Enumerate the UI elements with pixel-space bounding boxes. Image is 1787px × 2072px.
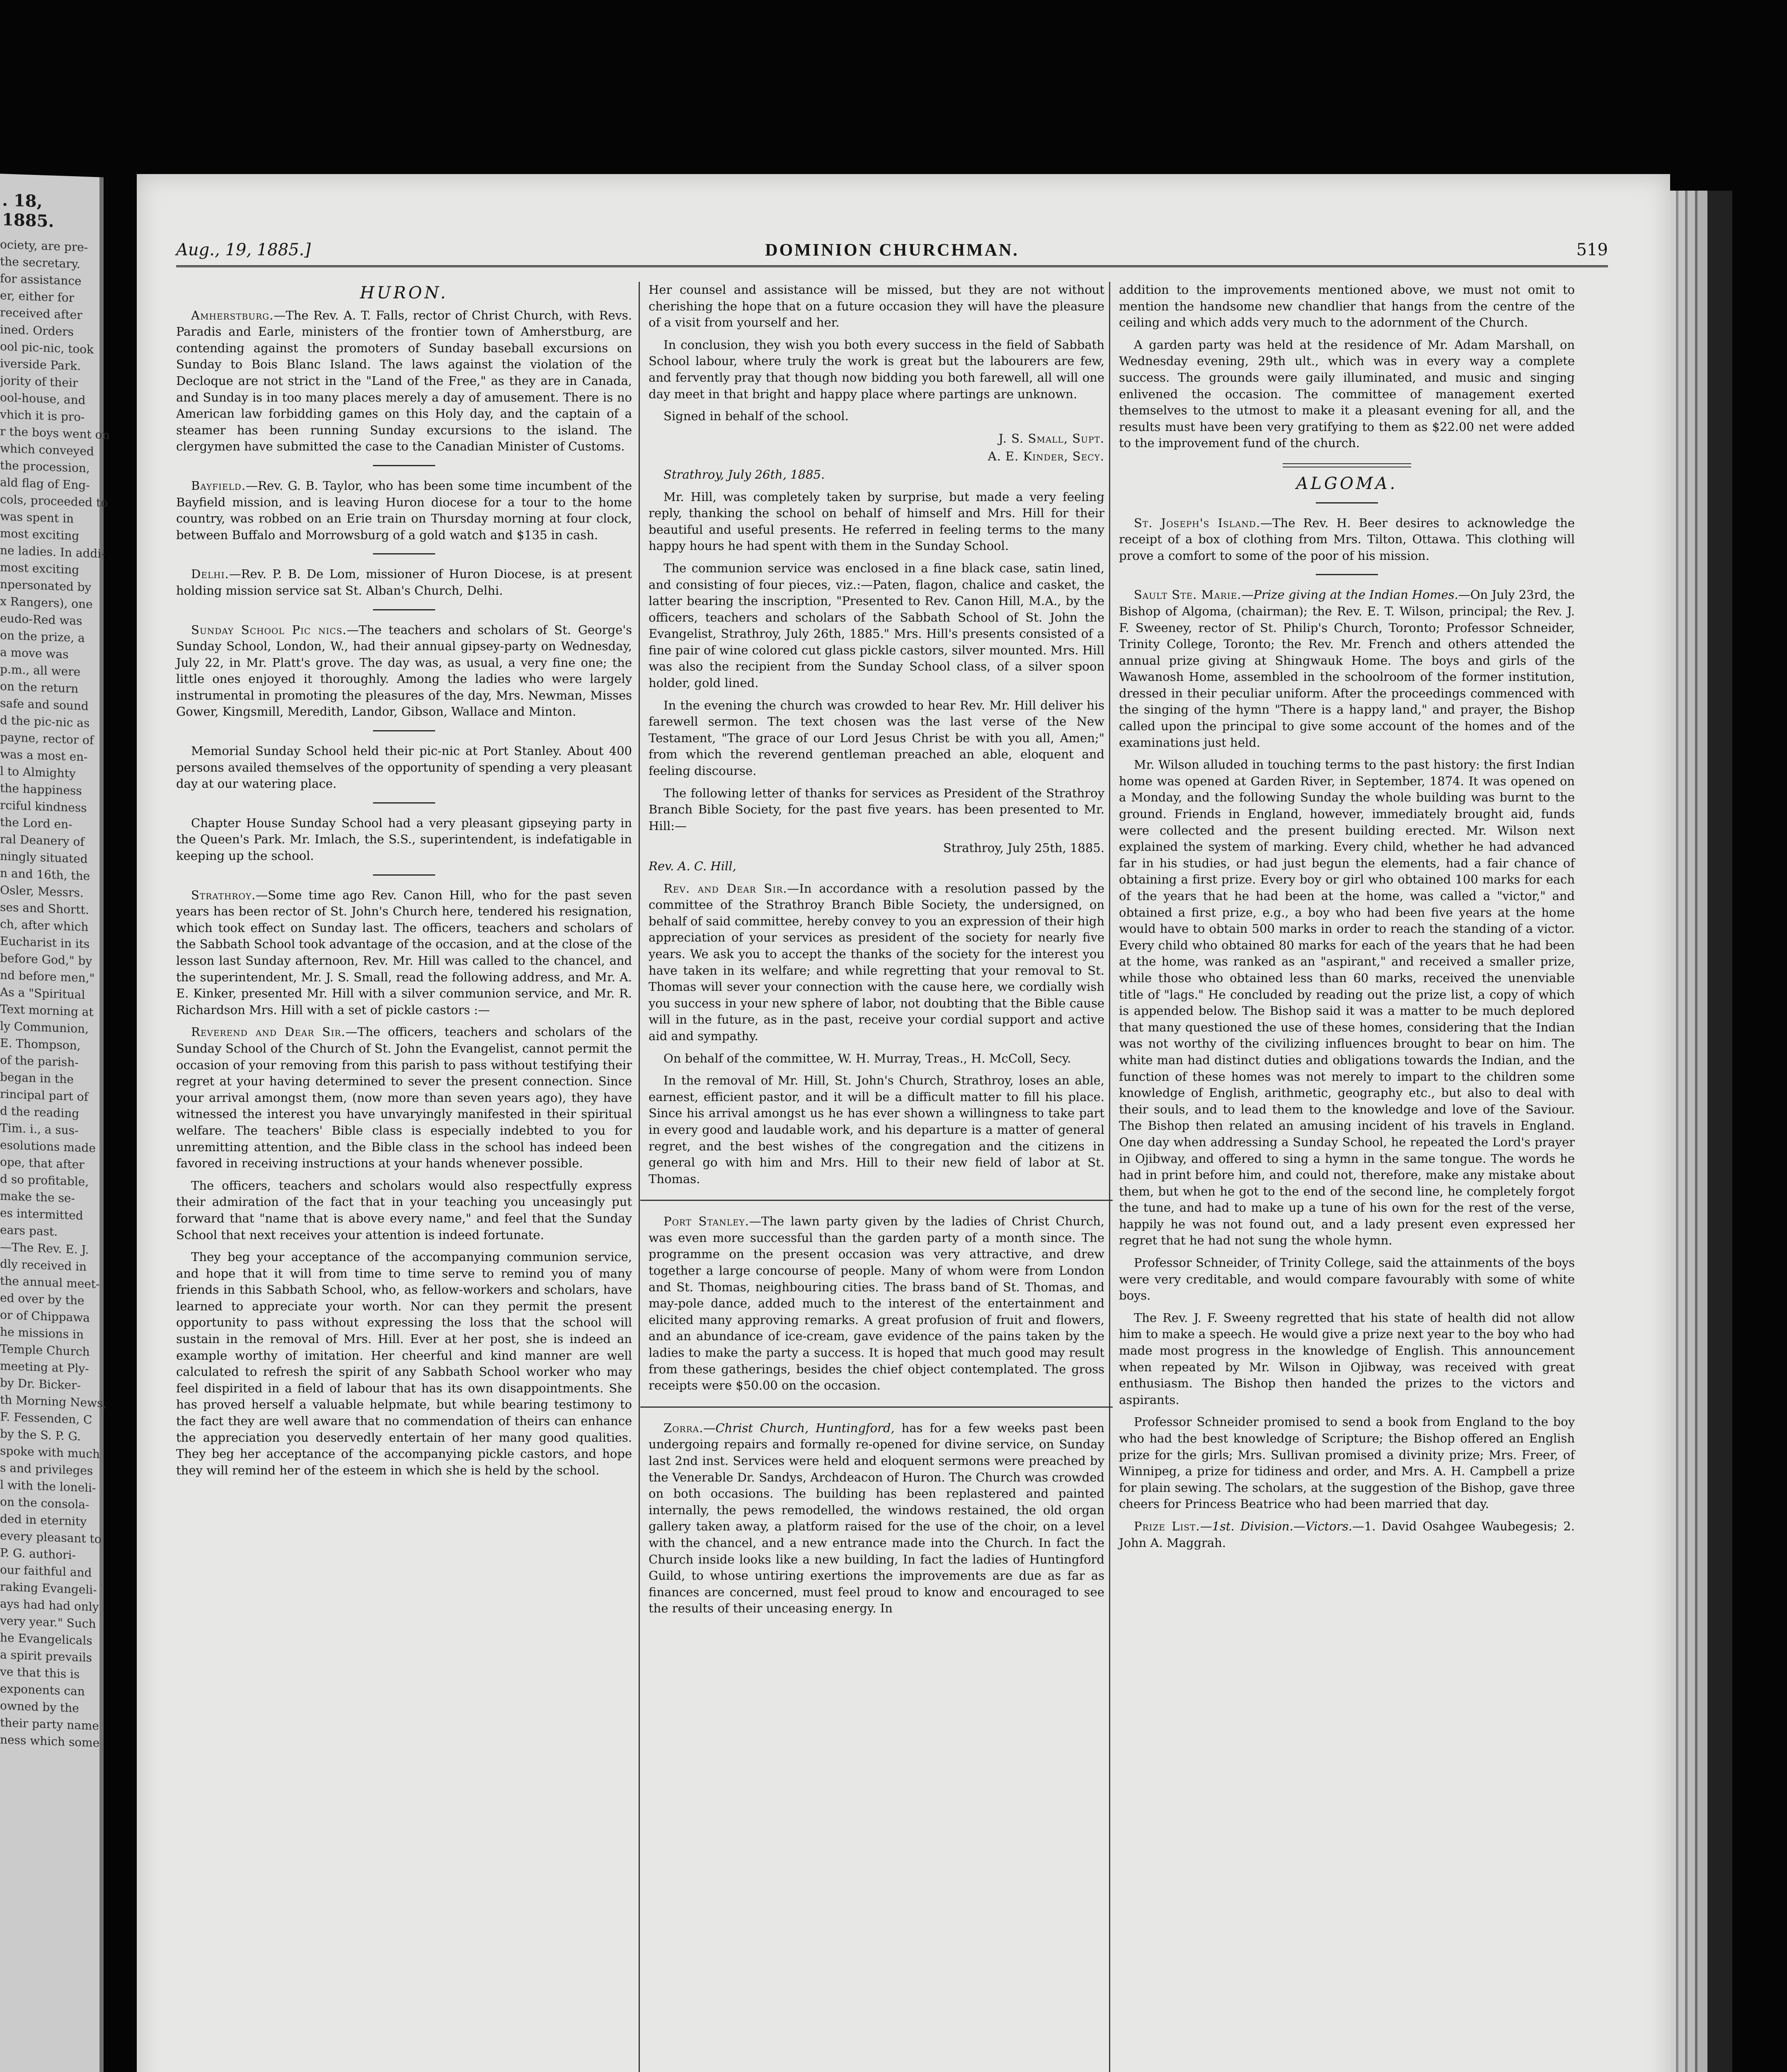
facing-page-line: received after — [0, 305, 82, 322]
facing-page-line: a spirit prevails — [0, 1648, 92, 1665]
article-memorial-picnic: Memorial Sunday School held their pic-nic at Port Stanley. About 400 persons availed themselves of the opportunity of spending a very pleasant day at our watering place. — [176, 744, 632, 791]
facing-page-line: raking Evangeli- — [0, 1580, 97, 1597]
column-rule — [1109, 282, 1110, 2072]
article-paragraph: The Rev. J. F. Sweeny regretted that his state of health did not allow him to make a speech. He would give a prize next year to the boy who had made most progress in the knowledge of English. This announcement when repeated by Mr. Wilson in Ojibway, was received with great enthusiasm. The Bishop then handed the prizes to the victors and aspirants. — [1119, 1310, 1575, 1407]
facing-page — [0, 171, 110, 2072]
article-paragraph: Mr. Wilson alluded in touching terms to the past history: the first Indian home was opened at Garden River, in September, 1874. It was opened on a Monday, and the following Sunday the whole building was burnt to the ground. Friends in England, however, immediately brought aid, funds were collected and the present building erected. Mr. Wilson next explained the system of marking. Every child, whether he had advanced far in his studies, or had just begun the elements, had a fair chance of obtaining a first prize. Every boy or girl who obtained 100 marks for each of the years that he had been at the home, was called a "victor," and obtained a first prize, e.g., a boy who had been five years at the home would have to obtain 500 marks in order to reach the standing of a victor. Every child who obtained 80 marks for each of the years that he had been at the home, was ranked as an "aspirant," and received a smaller prize, while those who obtained less than 60 marks, received the unenviable title of "lags." He concluded by reading out the prize list, a copy of which is appended below. The Bishop said it was a matter to be much deplored that many questioned the use of these homes, considering that the Indian was not worthy of the civilizing influences brought to bear on him. The white man had distinct duties and obligations towards the Indian, and the function of these homes was not merely to impart to the children some knowledge of English, arithmetic, geography etc., but also to deal with their souls, and to lead them to the knowledge and love of the Saviour. The Bishop then related an amusing incident of his travels in England. One day when addressing a Sunday School, he repeated the Lord's prayer in Ojibway, and offered to sing a hymn in the same tongue. The words he had in print before him, and could not, therefore, make any mistake about them, but when he got to the end of the second line, he completely forgot the tune, and had to make up a tune of his own for the rest of the verse, happily he was not found out, and a lady present even expressed her regret that he had not sung the whole hymn. — [1119, 758, 1575, 1248]
address-paragraph: They beg your acceptance of the accompanying communion service, and hope that it will from time to time serve to remind you of many friends in this Sabbath School, who, as fellow-workers and scholars, have learned to appreciate your worth. Nor can they permit the present opportunity to pass without expressing the loss that the school will sustain in the removal of Mrs. Hill. Ever at her post, she is indeed an example worthy of imitation. Her cheerful and kind manner are well calculated to refresh the spirit of any Sabbath School worker who may feel dispirited in a field of labour that has its own disappointments. She has proved herself a valuable helpmate, but while bearing testimony to the fact they are well aware that no commendation of theirs can enhance the appreciation you deservedly entertain of her many good qualities. They beg her acceptance of the accompanying pickle castors, and hope they will remind her of the esteem in which she is held by the school. — [176, 1250, 632, 1477]
separator — [373, 553, 435, 554]
letter-signoff: On behalf of the committee, W. H. Murray, Treas., H. McColl, Secy. — [663, 1051, 1071, 1065]
facing-page-line: he missions in — [0, 1325, 84, 1342]
facing-page-line: As a "Spiritual — [0, 985, 85, 1002]
separator — [1316, 574, 1378, 575]
separator — [373, 609, 435, 610]
facing-page-line: ool-house, and — [0, 390, 86, 407]
article-delhi: Delhi.—Rev. P. B. De Lom, missioner of Huron Diocese, is at present holding mission service sat St. Alban's Church, Delhi. — [176, 567, 632, 598]
dateline: Strathroy, July 26th, 1885. — [663, 467, 825, 482]
address-paragraph: Her counsel and assistance will be missed, but they are not without cherishing the hope that on a future occasion they will have the pleasure of a visit from yourself and her. — [649, 283, 1104, 330]
facing-page-line: l with the loneli- — [0, 1478, 96, 1495]
separator — [373, 730, 435, 731]
facing-page-line: owned by the — [0, 1699, 79, 1715]
facing-page-line: their party name — [0, 1716, 99, 1733]
facing-page-line: ve that this is — [0, 1665, 80, 1681]
facing-page-line: —The Rev. E. J. — [0, 1240, 89, 1257]
facing-page-line: ears past. — [0, 1223, 58, 1239]
facing-page-line: npersonated by — [0, 577, 92, 594]
facing-page-line: the secretary. — [0, 254, 80, 271]
article-paragraph: In the removal of Mr. Hill, St. John's Church, Strathroy, loses an able, earnest, efficient pastor, and it will be a difficult matter to fill his place. Since his arrival amongst us he has ever shown a willingness to take part in every good and laudable work, and his departure is a matter of general regret, and the best wishes of the congregation and the citizens in general go with him and Mrs. Hill to their new field of labor at St. Thomas. — [649, 1073, 1104, 1186]
facing-page-line: rciful kindness — [0, 798, 87, 815]
address-paragraph: The officers, teachers and scholars would also respectfully express their admiration of the fact that in your teaching you unceasingly put forward that "name that is above every name," and feel that the Sunday School that next receives your attention is indeed fortunate. — [176, 1178, 632, 1242]
facing-page-line: a move was — [0, 645, 69, 661]
facing-page-line: or of Chippawa — [0, 1308, 90, 1325]
facing-page-line: d the reading — [0, 1104, 80, 1121]
facing-page-line: Eucharist in its — [0, 934, 90, 951]
article-strathroy: Strathroy.—Some time ago Rev. Canon Hill, who for the past seven years has been rector of St. John's Church here, tendered his resignation, which took effect on Sunday last. The officers, teachers and scholars of the Sabbath School took advantage of the occasion, and at the close of the lesson last Sunday afternoon, Rev. Mr. Hill was called to the chancel, and the superintendent, Mr. J. S. Small, read the following address, and Mr. A. E. Kinker, presented Mr. Hill with a silver communion service, and Mr. R. Richardson Mrs. Hill with a set of pickle castors :— — [176, 888, 632, 1017]
facing-page-line: the procession, — [0, 458, 90, 475]
address-paragraph: Signed in behalf of the school. — [663, 409, 849, 424]
facing-page-line: es intermitted — [0, 1206, 83, 1223]
facing-page-date: . 18, 1885. — [2, 190, 54, 231]
facing-page-line: most exciting — [0, 526, 80, 543]
facing-page-line: ded in eternity — [0, 1512, 87, 1529]
facing-page-line: l to Almighty — [0, 764, 76, 781]
facing-page-line: d so profitable, — [0, 1172, 89, 1189]
facing-page-line: ined. Orders — [0, 322, 74, 339]
facing-page-line: was spent in — [0, 509, 74, 526]
facing-page-line: th Morning News, — [0, 1393, 107, 1411]
facing-page-line: by Dr. Bicker- — [0, 1376, 81, 1392]
facing-page-text — [0, 236, 110, 1751]
facing-page-line: ool pic-nic, took — [0, 339, 94, 357]
facing-page-line: ness which some — [0, 1733, 100, 1750]
article-paragraph: The following letter of thanks for services as President of the Strathroy Branch Bible Society, for the past five years. has been presented to Mr. Hill:— — [649, 786, 1104, 833]
separator — [640, 1200, 1113, 1201]
facing-page-line: exponents can — [0, 1682, 85, 1699]
section-heading-algoma: ALGOMA. — [1296, 474, 1398, 493]
facing-page-line: x Rangers), one — [0, 594, 93, 611]
facing-page-line: meeting at Ply- — [0, 1359, 89, 1376]
facing-page-line: r the boys went on — [0, 424, 110, 442]
article-zorra: Zorra.—Christ Church, Huntingford, has for a few weeks past been undergoing repairs and formally re-opened for divine service, on Sunday last 2nd inst. Services were held and eloquent sermons were preached by the Venerable Dr. Sandys, Archdeacon of Huron. The Church was crowded on both occasions. The building has been replastered and painted internally, the pews remodelled, the windows restained, the old organ gallery taken away, a platform raised for the use of the choir, on a level with the chancel, and a new entrance made into the Church. In fact the Church inside looks like a new building, In fact the ladies of Huntingford Guild, to whose untiring exertions the improvements are due as far as finances are concerned, must feel proud to know and encouraged to see the results of their unceasing energy. In — [649, 1421, 1104, 1616]
facing-page-line: by the S. P. G. — [0, 1427, 81, 1443]
facing-page-line: he Evangelicals — [0, 1631, 92, 1648]
article-paragraph: Mr. Hill, was completely taken by surprise, but made a very feeling reply, thanking the school on behalf of himself and Mrs. Hill for their beautiful and useful presents. He referred in feeling terms to the many happy hours he had spent with them in the Sunday School. — [649, 489, 1104, 553]
facing-page-line: Temple Church — [0, 1342, 90, 1359]
facing-page-line: every pleasant to — [0, 1529, 102, 1546]
article-paragraph: The communion service was enclosed in a fine black case, satin lined, and consisting of four pieces, viz.:—Paten, flagon, chalice and casket, the latter bearing the inscription, "Presented to Rev. Canon Hill, M.A., by the officers, teachers and scholars of the Sabbath School of St. John the Evangelist, Strathroy, July 26th, 1885." Mrs. Hill's presents consisted of a fine pair of wine colored cut glass pickle castors, silver mounted. Mrs. Hill was also the recipient from the Sunday School class, of a silver spoon holder, gold lined. — [649, 561, 1104, 690]
dateline: Strathroy, July 25th, 1885. — [943, 841, 1104, 855]
facing-page-line: cols, proceeded to — [0, 492, 108, 510]
facing-page-line: ral Deanery of — [0, 832, 85, 849]
facing-page-line: n and 16th, the — [0, 866, 90, 883]
facing-page-line: very year." Such — [0, 1614, 96, 1631]
article-chapter-house: Chapter House Sunday School had a very pleasant gipseying party in the Queen's Park. Mr. Imlach, the S.S., superintendent, is indefatigable in keeping up the school. — [176, 816, 632, 863]
article-bayfield: Bayfield.—Rev. G. B. Taylor, who has been some time incumbent of the Bayfield mission, and is leaving Huron diocese for a tour to the home country, was robbed on an Erie train on Thursday morning at four clock, between Buffalo and Morrowsburg of a gold watch and $135 in cash. — [176, 478, 632, 542]
facing-page-line: which conveyed — [0, 441, 94, 459]
facing-page-line: ne ladies. In addi- — [0, 543, 105, 561]
facing-page-line: ays had had only — [0, 1597, 99, 1614]
article-paragraph: In the evening the church was crowded to hear Rev. Mr. Hill deliver his farewell sermon. The text chosen was the last verse of the New Testament, "The grace of our Lord Jesus Christ be with you all, Amen;" from which the reverend gentleman preached an able, eloquent and feeling discourse. — [649, 698, 1104, 778]
facing-page-line: eudo-Red was — [0, 611, 82, 628]
article-paragraph: A garden party was held at the residence of Mr. Adam Marshall, on Wednesday evening, 29th ult., which was in every way a complete success. The grounds were gaily illuminated, and music and singing enlivened the occasion. The committee of management exerted themselves to the utmost to make it a pleasant evening for all, and the results must have been very gratifying to them as $22.00 net were added to the improvement fund of the church. — [1119, 337, 1575, 450]
separator — [640, 1406, 1113, 1408]
facing-page-line: safe and sound — [0, 696, 89, 713]
separator — [373, 802, 435, 804]
facing-page-line: F. Fessenden, C — [0, 1410, 92, 1427]
facing-page-line: on the consola- — [0, 1495, 90, 1512]
article-amherstburg: Amherstburg.—The Rev. A. T. Falls, rector of Christ Church, with Revs. Paradis and Earle, ministers of the frontier town of Amherstburg, are contending against the promoters of Sunday baseball excursions on Sunday to Bois Blanc Island. The laws against the violation of the Decloque are not strict in the "Land of the Free," as they are in Canada, and Sunday is in too many places merely a day of amusement. There is no American law forbidding games on this Holy day, and the captain of a steamer has been running Sunday excursions to the island. The clergymen have submitted the case to the Canadian Minister of Customs. — [176, 308, 632, 454]
facing-page-line: of the parish- — [0, 1053, 79, 1070]
issue-date: Aug., 19, 1885.] — [176, 240, 311, 259]
facing-page-line: jority of their — [0, 373, 78, 390]
article-paragraph: Professor Schneider, of Trinity College, said the attainments of the boys were very creditable, and would compare favourably with some of white boys. — [1119, 1256, 1575, 1303]
page-edges — [1670, 191, 1732, 2072]
separator — [1316, 502, 1378, 503]
column-1 — [176, 282, 632, 2072]
article-paragraph: addition to the improvements mentioned above, we must not omit to mention the handsome new chandlier that hangs from the centre of the ceiling and which adds very much to the adornment of the Church. — [1119, 283, 1575, 330]
facing-page-line: vhich it is pro- — [0, 407, 85, 424]
facing-page-line: ses and Shortt. — [0, 900, 89, 917]
facing-page-line: iverside Park. — [0, 356, 81, 373]
facing-page-line: ald flag of Eng- — [0, 475, 90, 492]
facing-page-line: P. G. authori- — [0, 1546, 76, 1562]
facing-page-line: on the return — [0, 679, 79, 696]
facing-page-line: our faithful and — [0, 1563, 92, 1580]
column-2 — [649, 282, 1104, 2072]
facing-page-line: ningly situated — [0, 849, 88, 866]
facing-page-line: Osler, Messrs. — [0, 883, 84, 900]
article-paragraph: Professor Schneider promised to send a book from England to the boy who had the best knowledge of Scripture; the Bishop offered an English prize for the girls; Mrs. Sullivan promised a divinity prize; Mrs. Freer, of Winnipeg, a prize for tidiness and order, and Mrs. A. H. Campbell a prize for plain sewing. The scholars, at the suggestion of the Bishop, gave three cheers for Princess Beatrice who had been married that day. — [1119, 1415, 1575, 1511]
facing-page-line: ly Communion, — [0, 1019, 89, 1036]
article-port-stanley: Port Stanley.—The lawn party given by the ladies of Christ Church, was even more successful than the garden party of a month since. The programme on the present occasion was very attractive, and drew together a large concourse of people. Many of whom were from London and St. Thomas, neighbouring cities. The brass band of St. Thomas, and may-pole dance, added much to the interest of the entertainment and elicited many approving remarks. A great profusion of fruit and flowers, and an abundance of ice-cream, gave evidence of the pains taken by the ladies to make the party a success. It is hoped that much good may result from these gatherings, besides the chief object contemplated. The gross receipts were $50.00 on the occasion. — [649, 1214, 1104, 1393]
facing-page-line: ch, after which — [0, 917, 89, 934]
facing-page-line: ed over by the — [0, 1291, 85, 1308]
facing-page-line: for assistance — [0, 271, 82, 288]
facing-page-line: rincipal part of — [0, 1087, 88, 1104]
page-number: 519 — [1576, 240, 1608, 259]
facing-page-line: was a most en- — [0, 747, 88, 764]
facing-page-line: most exciting — [0, 560, 80, 577]
separator — [373, 465, 435, 466]
facing-page-line: the Lord en- — [0, 815, 73, 832]
facing-page-line: spoke with much — [0, 1444, 100, 1461]
facing-page-line: E. Thompson, — [0, 1036, 81, 1053]
article-sault-ste-marie: Sault Ste. Marie.—Prize giving at the Indian Homes.—On July 23rd, the Bishop of Algoma, (chairman); the Rev. E. T. Wilson, principal; the Rev. J. F. Sweeney, rector of St. Philip's Church, Toronto; Professor Schneider, Trinity College, Toronto; the Rev. Mr. French and others attended the annual prize giving at Shingwauk Home. The boys and girls of the Wawanosh Home, assembled in the schoolroom of the former institution, dressed in their peculiar uniform. After the proceedings commenced with the singing of the hymn "There is a happy land," and prayer, the Bishop called upon the principal to give some account of the homes and of the examinations just held. — [1119, 588, 1575, 750]
facing-page-line: make the se- — [0, 1189, 75, 1205]
facing-page-line: nd before men," — [0, 968, 95, 985]
address-paragraph: In conclusion, they wish you both every success in the field of Sabbath School labour, where truly the work is great but the labourers are few, and fervently pray that though now bidding you both farewell, all will one day meet in that bright and happy place where partings are unknown. — [649, 337, 1104, 401]
signature-secretary: A. E. Kinder, Secy. — [988, 449, 1104, 464]
facing-page-line: the happiness — [0, 781, 82, 798]
address-paragraph: Reverend and Dear Sir.—The officers, teachers and scholars of the Sunday School of the Church of St. John the Evangelist, cannot permit the occasion of your removing from this parish to pass without testifying their regret at your having determined to sever the present connection. Since your arrival amongst them, (now more than seven years ago), they have witnessed the interest you have unvaryingly manifested in their spiritual welfare. The teachers' Bible class is especially indebted to you for unremitting attention, and the Bible class in the school has indeed been favored in receiving instructions at your hands whenever possible. — [176, 1025, 632, 1171]
facing-page-line: Text morning at — [0, 1002, 94, 1019]
facing-page-line: s and privileges — [0, 1461, 93, 1478]
salutation: Rev. A. C. Hill, — [649, 859, 736, 873]
newspaper-page — [137, 174, 1670, 2072]
facing-page-line: dly received in — [0, 1257, 87, 1274]
column-3 — [1119, 282, 1575, 2072]
facing-page-line: d the pic-nic as — [0, 713, 90, 730]
letter-paragraph: Rev. and Dear Sir.—In accordance with a resolution passed by the committee of the Strathroy Branch Bible Society, the undersigned, on behalf of said committee, hereby convey to you an expression of their high appreciation of your services as president of the society for nearly five years. We ask you to accept the thanks of the society for the interest you have taken in its welfare; and while regretting that your removal to St. Thomas will sever your connection with the cause here, we cordially wish you success in your new sphere of labor, not doubting that the Bible cause will in the future, as in the past, receive your cordial support and active aid and sympathy. — [649, 881, 1104, 1043]
facing-page-line: began in the — [0, 1070, 74, 1087]
facing-page-line: the annual meet- — [0, 1274, 100, 1291]
facing-page-line: esolutions made — [0, 1138, 96, 1155]
facing-page-line: ope, that after — [0, 1155, 85, 1172]
article-st-josephs-island: St. Joseph's Island.—The Rev. H. Beer desires to acknowledge the receipt of a box of clothing from Mrs. Tilton, Ottawa. This clothing will prove a comfort to some of the poor of his mission. — [1119, 516, 1575, 563]
signature-superintendent: J. S. Small, Supt. — [998, 431, 1104, 445]
column-rule — [639, 282, 640, 2072]
facing-page-line: er, either for — [0, 288, 74, 305]
masthead: DOMINION CHURCHMAN. — [765, 241, 1019, 260]
facing-page-line: ociety, are pre- — [0, 237, 88, 254]
section-separator — [1283, 463, 1411, 467]
article-sunday-school-picnics: Sunday School Pic nics.—The teachers and scholars of St. George's Sunday School, London, W., had their annual gipsey-party on Wednesday, July 22, in Mr. Platt's grove. The day was, as usual, a very fine one; the little ones enjoyed it thoroughly. Among the ladies who were largely instrumental in promoting the pleasures of the day, Mrs. Newman, Misses Gower, Kingsmill, Meredith, Landor, Gibson, Wallace and Minton. — [176, 622, 632, 719]
section-heading-huron: HURON. — [360, 283, 448, 303]
facing-page-line: on the prize, a — [0, 628, 85, 645]
facing-page-line: before God," by — [0, 951, 92, 968]
facing-page-line: Tim. i., a sus- — [0, 1121, 79, 1138]
facing-page-line: payne, rector of — [0, 730, 94, 748]
page-header — [176, 240, 1608, 267]
prize-list: Prize List.—1st. Division.—Victors.—1. David Osahgee Waubegesis; 2. John A. Maggrah. — [1119, 1519, 1575, 1550]
facing-page-line: p.m., all were — [0, 662, 81, 679]
separator — [373, 874, 435, 876]
